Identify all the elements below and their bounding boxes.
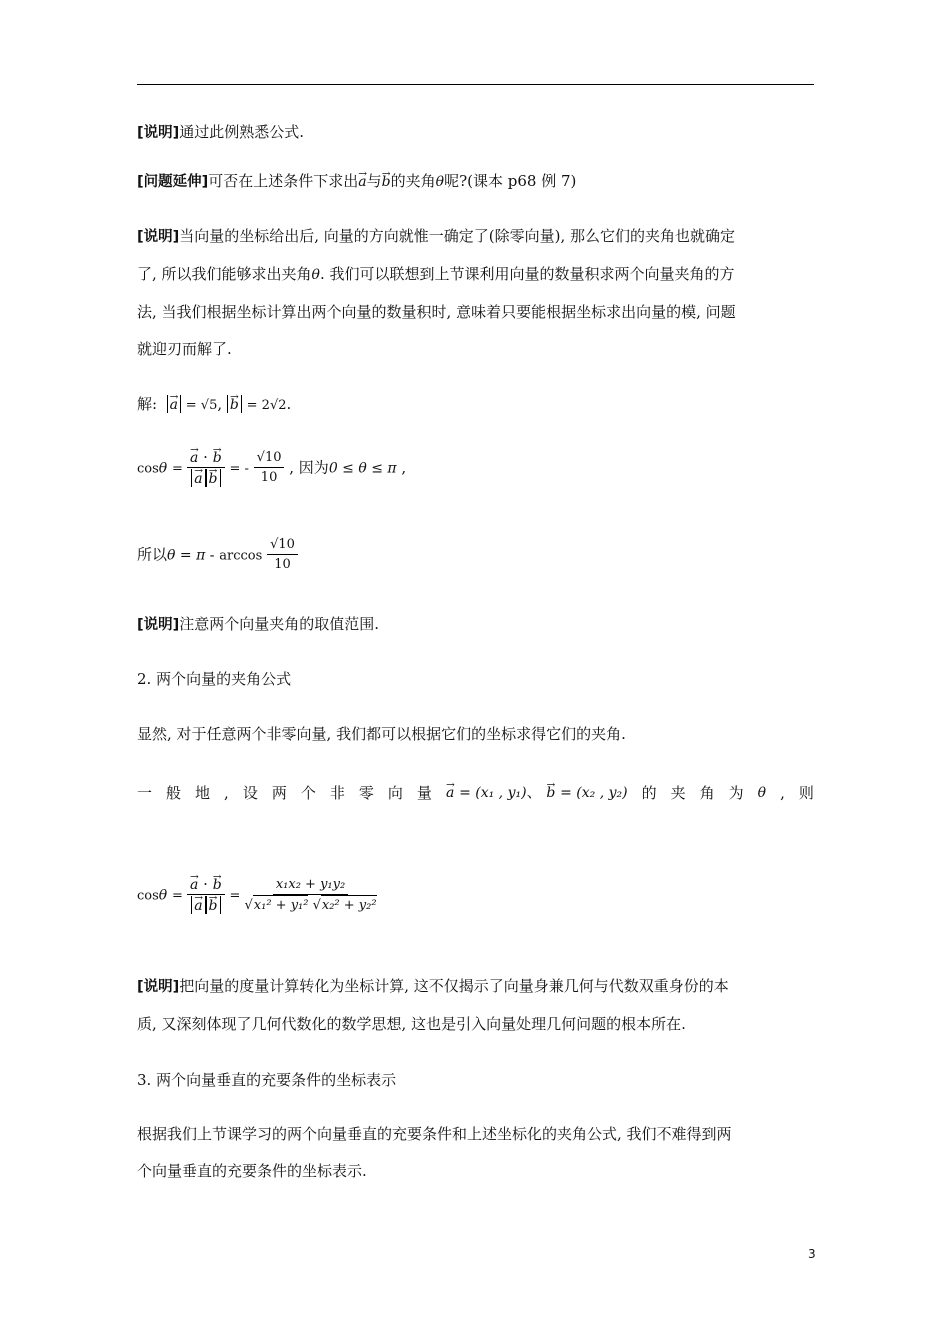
note-2: [说明]当向量的坐标给出后, 向量的方向就惟一确定了(除零向量), 那么它们的夹角也就确定 了, 所以我们能够求出夹角θ. 我们可以联想到上节课利用向量的数量积求两个向量夹角的方 法, 当我们根据坐标计算出两个向量的数量积时, 意味着只要能根据坐标求出向量的模, 问题 就迎刃而解了. bbox=[137, 227, 736, 358]
paragraph-1: 显然, 对于任意两个非零向量, 我们都可以根据它们的坐标求得它们的夹角. bbox=[137, 725, 626, 743]
general-statement: 一 般 地 , 设 两 个 非 零 向 量 → a = (x₁ , y₁)、 → b = (x₂ , y₂) 的 夹 角 为 θ , 则 bbox=[137, 778, 814, 808]
page-number: 3 bbox=[808, 1247, 816, 1261]
result-line: 所以θ = π - arccos $\frac{√10}{10}$ bbox=[137, 536, 814, 575]
header-rule bbox=[137, 84, 814, 85]
angle-formula: cosθ = → a · → b → a→ b = $\frac{\text{x₁x₂ + y₁y₂}}{\text{√x₁² + y₁² √x₂² + y₂²}}$ bbox=[137, 875, 814, 916]
cos-computation: cosθ = → a · → b → a→ b = - $\frac{√10}{10}$ , 因为0 ≤ θ ≤ π , bbox=[137, 448, 814, 489]
note-4: [说明]把向量的度量计算转化为坐标计算, 这不仅揭示了向量身兼几何与代数双重身份的本 质, 又深刻体现了几何代数化的数学思想, 这也是引入向量处理几何问题的根本所在. bbox=[137, 977, 729, 1033]
problem-extension: [问题延伸]可否在上述条件下求出→ a与→ b的夹角θ呢?(课本 p68 例 7) bbox=[137, 167, 814, 197]
value-fraction: $\frac{√10}{10}$ bbox=[254, 449, 285, 488]
paragraph-2: 根据我们上节课学习的两个向量垂直的充要条件和上述坐标化的夹角公式, 我们不难得到两 个向量垂直的充要条件的坐标表示. bbox=[137, 1125, 732, 1180]
section-2-title: 2. 两个向量的夹角公式 bbox=[137, 670, 292, 688]
note-1: [说明]通过此例熟悉公式. bbox=[137, 123, 305, 141]
note-3: [说明]注意两个向量夹角的取值范围. bbox=[137, 615, 380, 633]
dot-fraction: → a · → b → a→ b bbox=[187, 448, 225, 489]
solution-line: 解: → a = √5, → b = 2√2. bbox=[137, 390, 814, 420]
section-3-title: 3. 两个向量垂直的充要条件的坐标表示 bbox=[137, 1071, 397, 1089]
